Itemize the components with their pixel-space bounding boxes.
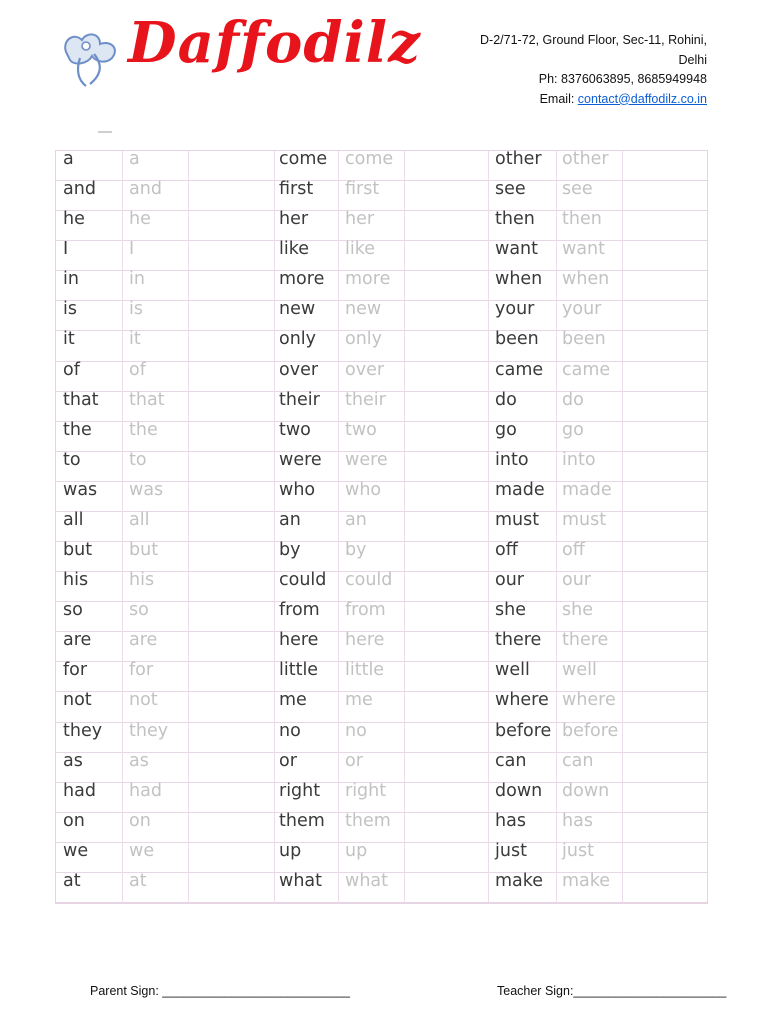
sight-word: there [495, 630, 542, 651]
address-line-1: D-2/71-72, Ground Floor, Sec-11, Rohini, [480, 33, 707, 47]
sight-word: of [63, 359, 80, 380]
trace-word: new [345, 299, 382, 320]
grid-row [56, 211, 707, 241]
trace-word: do [562, 389, 584, 410]
trace-word: or [345, 750, 363, 771]
trace-word: make [562, 870, 611, 891]
sight-word: other [495, 149, 542, 169]
trace-word: off [562, 540, 585, 561]
trace-word: and [129, 179, 162, 200]
sight-word: they [63, 720, 103, 741]
trace-word: come [345, 149, 394, 169]
trace-word: their [345, 389, 386, 410]
trace-word: well [562, 660, 597, 681]
sight-word: over [279, 359, 319, 380]
sight-word: all [63, 509, 84, 530]
sight-word: our [495, 570, 524, 591]
trace-word: want [562, 239, 605, 260]
sight-word: right [279, 780, 321, 801]
sight-word: do [495, 389, 517, 410]
trace-word: came [562, 359, 611, 380]
sight-word: make [495, 870, 544, 891]
trace-word: was [129, 479, 164, 500]
trace-word: more [345, 269, 391, 290]
trace-word: his [129, 570, 155, 591]
sight-word: could [279, 570, 327, 591]
sight-word: a [63, 149, 74, 169]
trace-word: what [345, 870, 388, 891]
sight-word: I [63, 239, 69, 260]
trace-word: she [562, 600, 593, 621]
sight-word: in [63, 269, 79, 290]
sight-word: made [495, 479, 545, 500]
trace-word: two [345, 419, 377, 440]
sight-word: first [279, 179, 314, 200]
sight-word: so [63, 600, 83, 621]
trace-word: an [345, 509, 367, 530]
trace-word: like [345, 239, 376, 260]
sight-word: then [495, 209, 535, 230]
sight-word: new [279, 299, 316, 320]
trace-word: there [562, 630, 609, 651]
sight-word: only [279, 329, 317, 350]
trace-word: not [129, 690, 158, 711]
contact-block [480, 31, 707, 109]
sight-word: want [495, 239, 538, 260]
sight-word: his [63, 570, 89, 591]
sight-word: was [63, 479, 98, 500]
sight-word: no [279, 720, 301, 741]
sight-word: before [495, 720, 552, 741]
trace-word: right [345, 780, 387, 801]
trace-word: been [562, 329, 606, 350]
sight-word: down [495, 780, 543, 801]
brand-name: Daffodilz [128, 10, 421, 76]
trace-word: could [345, 570, 393, 591]
sight-word: on [63, 810, 85, 831]
trace-word: where [562, 690, 616, 711]
sight-word: is [63, 299, 77, 320]
trace-word: then [562, 209, 602, 230]
sight-word: as [63, 750, 83, 771]
grid-divider [274, 151, 275, 903]
sight-word: been [495, 329, 539, 350]
trace-word: over [345, 359, 385, 380]
trace-word: no [345, 720, 367, 741]
sight-word: by [279, 540, 301, 561]
sight-word: well [495, 660, 530, 681]
trace-word: a [129, 149, 140, 169]
sight-word: must [495, 509, 540, 530]
sight-word: were [279, 449, 322, 470]
sight-word: see [495, 179, 526, 200]
sight-word: she [495, 600, 526, 621]
daffodil-logo-icon [60, 22, 128, 90]
trace-word: are [129, 630, 158, 651]
grid-divider [122, 151, 123, 903]
sight-word: where [495, 690, 549, 711]
trace-word: who [345, 479, 382, 500]
teacher-sign-line: Teacher Sign:______________________ [497, 984, 727, 998]
address-line-2: Delhi [678, 52, 707, 67]
trace-word: we [129, 840, 155, 861]
sight-word: it [63, 329, 75, 350]
trace-word: them [345, 810, 391, 831]
letterhead [0, 0, 768, 130]
logo [60, 10, 421, 96]
sight-word: can [495, 750, 527, 771]
trace-word: by [345, 540, 367, 561]
sight-word: here [279, 630, 319, 651]
trace-word: has [562, 810, 593, 831]
sight-word: when [495, 269, 543, 290]
grid-divider [488, 151, 489, 903]
trace-word: all [129, 509, 150, 530]
phone-number: Ph: 8376063895, 8685949948 [538, 72, 707, 86]
trace-word: her [345, 209, 375, 230]
sight-word: at [63, 870, 81, 891]
sight-word: like [279, 239, 310, 260]
sight-word: to [63, 449, 81, 470]
trace-word: when [562, 269, 610, 290]
trace-word: so [129, 600, 149, 621]
trace-word: little [345, 660, 385, 681]
trace-word: the [129, 419, 158, 440]
sight-word: not [63, 690, 92, 711]
sight-word: who [279, 479, 316, 500]
trace-word: our [562, 570, 591, 591]
sight-word: me [279, 690, 307, 711]
trace-word: at [129, 870, 147, 891]
trace-word: as [129, 750, 149, 771]
sight-word: from [279, 600, 320, 621]
sight-word: little [279, 660, 319, 681]
sight-word: go [495, 419, 517, 440]
trace-word: only [345, 329, 383, 350]
trace-word: down [562, 780, 610, 801]
trace-word: from [345, 600, 386, 621]
sight-word: but [63, 540, 93, 561]
sight-word: has [495, 810, 526, 831]
sight-word: he [63, 209, 85, 230]
sight-word: the [63, 419, 92, 440]
trace-word: that [129, 389, 165, 410]
sight-word: are [63, 630, 92, 651]
sight-word: up [279, 840, 302, 861]
trace-word: I [129, 239, 135, 260]
trace-word: is [129, 299, 143, 320]
email-label: Email: [539, 91, 578, 106]
trace-word: of [129, 359, 146, 380]
sight-word: your [495, 299, 535, 320]
decorative-mark [98, 131, 112, 133]
sight-word: for [63, 660, 88, 681]
trace-word: but [129, 540, 159, 561]
trace-word: your [562, 299, 602, 320]
trace-word: made [562, 479, 612, 500]
grid-divider [556, 151, 557, 903]
sight-word: came [495, 359, 544, 380]
trace-word: before [562, 720, 619, 741]
parent-sign-line: Parent Sign: ___________________________ [90, 984, 350, 998]
sight-word: what [279, 870, 322, 891]
trace-word: see [562, 179, 593, 200]
trace-word: into [562, 449, 596, 470]
trace-word: for [129, 660, 154, 681]
trace-word: had [129, 780, 162, 801]
sight-word: we [63, 840, 89, 861]
sight-word: had [63, 780, 96, 801]
trace-word: go [562, 419, 584, 440]
sight-word: that [63, 389, 99, 410]
grid-divider [338, 151, 339, 903]
grid-divider [622, 151, 623, 903]
grid-divider [404, 151, 405, 903]
sight-word: and [63, 179, 96, 200]
trace-word: first [345, 179, 380, 200]
trace-word: here [345, 630, 385, 651]
trace-word: they [129, 720, 169, 741]
trace-word: he [129, 209, 151, 230]
trace-word: other [562, 149, 609, 169]
email-link[interactable]: contact@daffodilz.co.in [577, 91, 707, 106]
trace-word: up [345, 840, 368, 861]
sight-word: two [279, 419, 311, 440]
sight-word: an [279, 509, 301, 530]
email-line [480, 90, 707, 110]
sight-word: come [279, 149, 328, 169]
trace-word: on [129, 810, 151, 831]
sight-word: off [495, 540, 518, 561]
trace-word: it [129, 329, 141, 350]
sight-word: into [495, 449, 529, 470]
sight-word: her [279, 209, 309, 230]
sight-word: or [279, 750, 297, 771]
trace-word: in [129, 269, 145, 290]
tracing-word-grid [55, 150, 708, 904]
sight-word: just [495, 840, 527, 861]
trace-word: just [562, 840, 594, 861]
sight-word: their [279, 389, 320, 410]
sight-word: more [279, 269, 325, 290]
grid-divider [188, 151, 189, 903]
sight-word: them [279, 810, 325, 831]
trace-word: must [562, 509, 607, 530]
trace-word: me [345, 690, 373, 711]
trace-word: were [345, 449, 388, 470]
trace-word: can [562, 750, 594, 771]
trace-word: to [129, 449, 147, 470]
